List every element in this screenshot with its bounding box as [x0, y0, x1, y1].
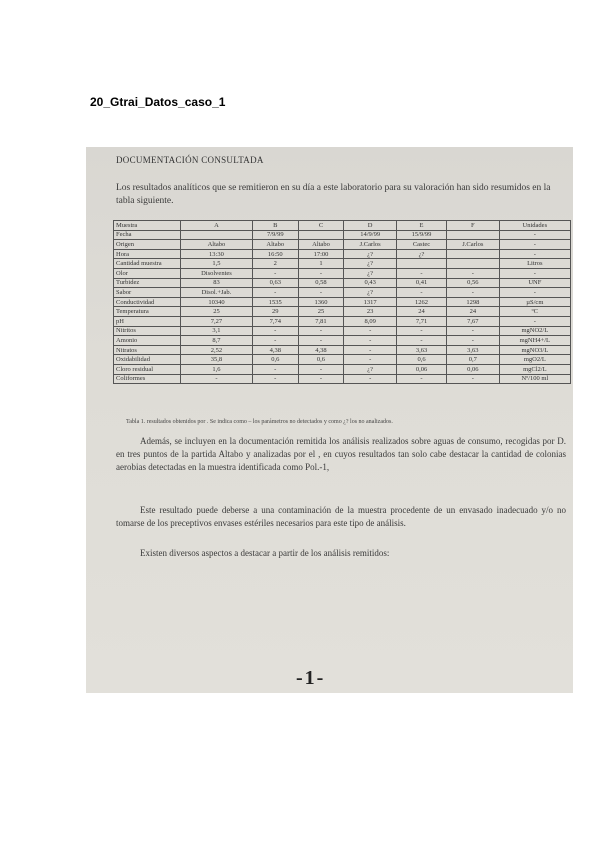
- table-cell: 17:00: [298, 249, 344, 259]
- table-cell: 10340: [181, 297, 253, 307]
- table-header-cell: Unidades: [499, 221, 570, 231]
- table-cell: mgNO2/L: [499, 326, 570, 336]
- table-cell: 0,6: [396, 355, 446, 365]
- table-cell: -: [447, 336, 500, 346]
- table-cell: 2: [252, 259, 298, 269]
- table-cell: Altabo: [298, 240, 344, 250]
- table-cell: Disolventes: [181, 268, 253, 278]
- table-caption: Tabla 1. resultados obtenidos por . Se indica como – los parámetros no detectados y como ¿? los no analizados.: [126, 419, 393, 425]
- table-cell: 0,41: [396, 278, 446, 288]
- table-row: [114, 326, 571, 336]
- table-cell: ¿?: [344, 249, 397, 259]
- table-cell: 0,06: [447, 364, 500, 374]
- table-cell: -: [252, 268, 298, 278]
- table-header-cell: D: [344, 221, 397, 231]
- table-row: [114, 249, 571, 259]
- table-cell: [298, 230, 344, 240]
- table-cell: Castec: [396, 240, 446, 250]
- table-cell: Hora: [114, 249, 181, 259]
- table-cell: Temperatura: [114, 307, 181, 317]
- table-cell: -: [252, 288, 298, 298]
- table-row: [114, 307, 571, 317]
- table-cell: -: [298, 268, 344, 278]
- table-cell: Cantidad muestra: [114, 259, 181, 269]
- table-cell: -: [252, 374, 298, 384]
- table-cell: -: [447, 288, 500, 298]
- table-cell: Altabo: [181, 240, 253, 250]
- table-cell: 7,71: [396, 316, 446, 326]
- table-header-cell: Muestra: [114, 221, 181, 231]
- table-cell: -: [298, 374, 344, 384]
- table-row: [114, 364, 571, 374]
- table-cell: [396, 259, 446, 269]
- table-row: [114, 345, 571, 355]
- table-cell: -: [499, 268, 570, 278]
- table-cell: 15/9/99: [396, 230, 446, 240]
- table-cell: -: [344, 345, 397, 355]
- paragraph-1: Además, se incluyen en la documentación remitida los análisis realizados sobre aguas de consumo, recogidas por D. en tres puntos de la partida Altabo y analizadas por el , en cuyos resultados tan solo cabe destacar la cantidad de colonias aerobias detectadas en la muestra identificada como Pol.-1,: [116, 436, 566, 472]
- table-cell: -: [396, 288, 446, 298]
- table-cell: Fecha: [114, 230, 181, 240]
- table-cell: Disol.+Jab.: [181, 288, 253, 298]
- table-header-cell: E: [396, 221, 446, 231]
- table-cell: ¿?: [344, 268, 397, 278]
- table-cell: Origen: [114, 240, 181, 250]
- table-cell: -: [499, 249, 570, 259]
- table-cell: 8,09: [344, 316, 397, 326]
- table-cell: UNF: [499, 278, 570, 288]
- table-cell: 7,81: [298, 316, 344, 326]
- table-cell: Nitratos: [114, 345, 181, 355]
- table-cell: 24: [396, 307, 446, 317]
- table-cell: 7/9/99: [252, 230, 298, 240]
- table-cell: -: [252, 326, 298, 336]
- table-cell: 1,6: [181, 364, 253, 374]
- table-header-cell: A: [181, 221, 253, 231]
- table-row: [114, 316, 571, 326]
- table-cell: -: [252, 364, 298, 374]
- table-cell: 4,38: [298, 345, 344, 355]
- table-cell: 3,63: [396, 345, 446, 355]
- table-cell: -: [298, 326, 344, 336]
- table-cell: 0,56: [447, 278, 500, 288]
- table-cell: 25: [298, 307, 344, 317]
- page-number: -1-: [296, 667, 326, 689]
- document-title: 20_Gtrai_Datos_caso_1: [90, 95, 226, 109]
- table-cell: J.Carlos: [344, 240, 397, 250]
- table-cell: -: [344, 336, 397, 346]
- table-cell: Cloro residual: [114, 364, 181, 374]
- scan-heading: DOCUMENTACIÓN CONSULTADA: [116, 155, 264, 165]
- table-cell: 0,7: [447, 355, 500, 365]
- table-cell: -: [344, 374, 397, 384]
- table-row: [114, 297, 571, 307]
- table-cell: Oxidabilidad: [114, 355, 181, 365]
- table-header-cell: F: [447, 221, 500, 231]
- table-cell: Altabo: [252, 240, 298, 250]
- table-row: [114, 278, 571, 288]
- table-cell: 1: [298, 259, 344, 269]
- table-cell: 8,7: [181, 336, 253, 346]
- table-cell: 13:30: [181, 249, 253, 259]
- table-cell: [447, 230, 500, 240]
- table-cell: 4,38: [252, 345, 298, 355]
- table-cell: -: [396, 326, 446, 336]
- table-row: [114, 268, 571, 278]
- table-cell: [447, 259, 500, 269]
- table-cell: -: [252, 336, 298, 346]
- table-cell: 0,6: [298, 355, 344, 365]
- table-cell: Litros: [499, 259, 570, 269]
- table-cell: mgO2/L: [499, 355, 570, 365]
- table-cell: ¿?: [344, 364, 397, 374]
- table-cell: 7,27: [181, 316, 253, 326]
- table-cell: -: [396, 336, 446, 346]
- table-cell: 1298: [447, 297, 500, 307]
- table-row: [114, 374, 571, 384]
- table-cell: Conductividad: [114, 297, 181, 307]
- table-cell: Nitritos: [114, 326, 181, 336]
- table-cell: 3,1: [181, 326, 253, 336]
- table-cell: -: [447, 326, 500, 336]
- table-cell: 1262: [396, 297, 446, 307]
- paragraph-2: Este resultado puede deberse a una contaminación de la muestra procedente de un envasado inadecuado y/o no tomarse de los preceptivos envases estériles necesarios para este tipo de análisis.: [116, 505, 566, 528]
- table-cell: 1,5: [181, 259, 253, 269]
- table-cell: -: [181, 374, 253, 384]
- table-cell: µS/cm: [499, 297, 570, 307]
- table-cell: 24: [447, 307, 500, 317]
- table-cell: mgNO3/L: [499, 345, 570, 355]
- table-cell: 16:50: [252, 249, 298, 259]
- table-cell: -: [298, 364, 344, 374]
- table-cell: 0,6: [252, 355, 298, 365]
- table-cell: -: [499, 230, 570, 240]
- table-cell: ¿?: [344, 288, 397, 298]
- table-cell: -: [396, 374, 446, 384]
- table-row: [114, 230, 571, 240]
- table-row: [114, 355, 571, 365]
- table-cell: 0,63: [252, 278, 298, 288]
- table-cell: Coliformes: [114, 374, 181, 384]
- table-row: [114, 336, 571, 346]
- table-cell: 23: [344, 307, 397, 317]
- scanned-page-photo: [86, 147, 573, 693]
- table-cell: 83: [181, 278, 253, 288]
- table-cell: 1360: [298, 297, 344, 307]
- table-cell: 7,67: [447, 316, 500, 326]
- table-cell: 3,63: [447, 345, 500, 355]
- table-cell: Nº/100 ml: [499, 374, 570, 384]
- table-cell: Amonio: [114, 336, 181, 346]
- table-cell: Turbidez: [114, 278, 181, 288]
- table-cell: ºC: [499, 307, 570, 317]
- table-cell: -: [344, 326, 397, 336]
- table-cell: J.Carlos: [447, 240, 500, 250]
- table-cell: Sabor: [114, 288, 181, 298]
- table-cell: 0,58: [298, 278, 344, 288]
- table-cell: -: [447, 268, 500, 278]
- table-cell: Olor: [114, 268, 181, 278]
- table-row: [114, 240, 571, 250]
- table-cell: 0,06: [396, 364, 446, 374]
- table-cell: 14/9/99: [344, 230, 397, 240]
- table-row: [114, 259, 571, 269]
- paragraph-3: Existen diversos aspectos a destacar a partir de los análisis remitidos:: [140, 548, 390, 558]
- table-cell: 1317: [344, 297, 397, 307]
- table-header-row: [114, 221, 571, 231]
- table-cell: -: [344, 355, 397, 365]
- results-table: [113, 220, 571, 384]
- table-row: [114, 288, 571, 298]
- table-cell: -: [298, 288, 344, 298]
- table-cell: 29: [252, 307, 298, 317]
- table-cell: [447, 249, 500, 259]
- table-cell: 0,43: [344, 278, 397, 288]
- table-cell: pH: [114, 316, 181, 326]
- table-header-cell: C: [298, 221, 344, 231]
- table-cell: ¿?: [344, 259, 397, 269]
- table-cell: 2,52: [181, 345, 253, 355]
- table-cell: 25: [181, 307, 253, 317]
- table-cell: -: [499, 288, 570, 298]
- table-cell: -: [499, 316, 570, 326]
- table-cell: -: [447, 374, 500, 384]
- table-cell: -: [499, 240, 570, 250]
- table-header-cell: B: [252, 221, 298, 231]
- table-cell: -: [298, 336, 344, 346]
- table-cell: 1535: [252, 297, 298, 307]
- table-cell: [181, 230, 253, 240]
- table-cell: 35,8: [181, 355, 253, 365]
- table-cell: mgNH4+/L: [499, 336, 570, 346]
- table-cell: ¿?: [396, 249, 446, 259]
- table-cell: mgCl2/L: [499, 364, 570, 374]
- table-cell: 7,74: [252, 316, 298, 326]
- scan-intro: Los resultados analíticos que se remitieron en su día a este laboratorio para su valoración han sido resumidos en la tabla siguiente.: [116, 183, 551, 206]
- table-cell: -: [396, 268, 446, 278]
